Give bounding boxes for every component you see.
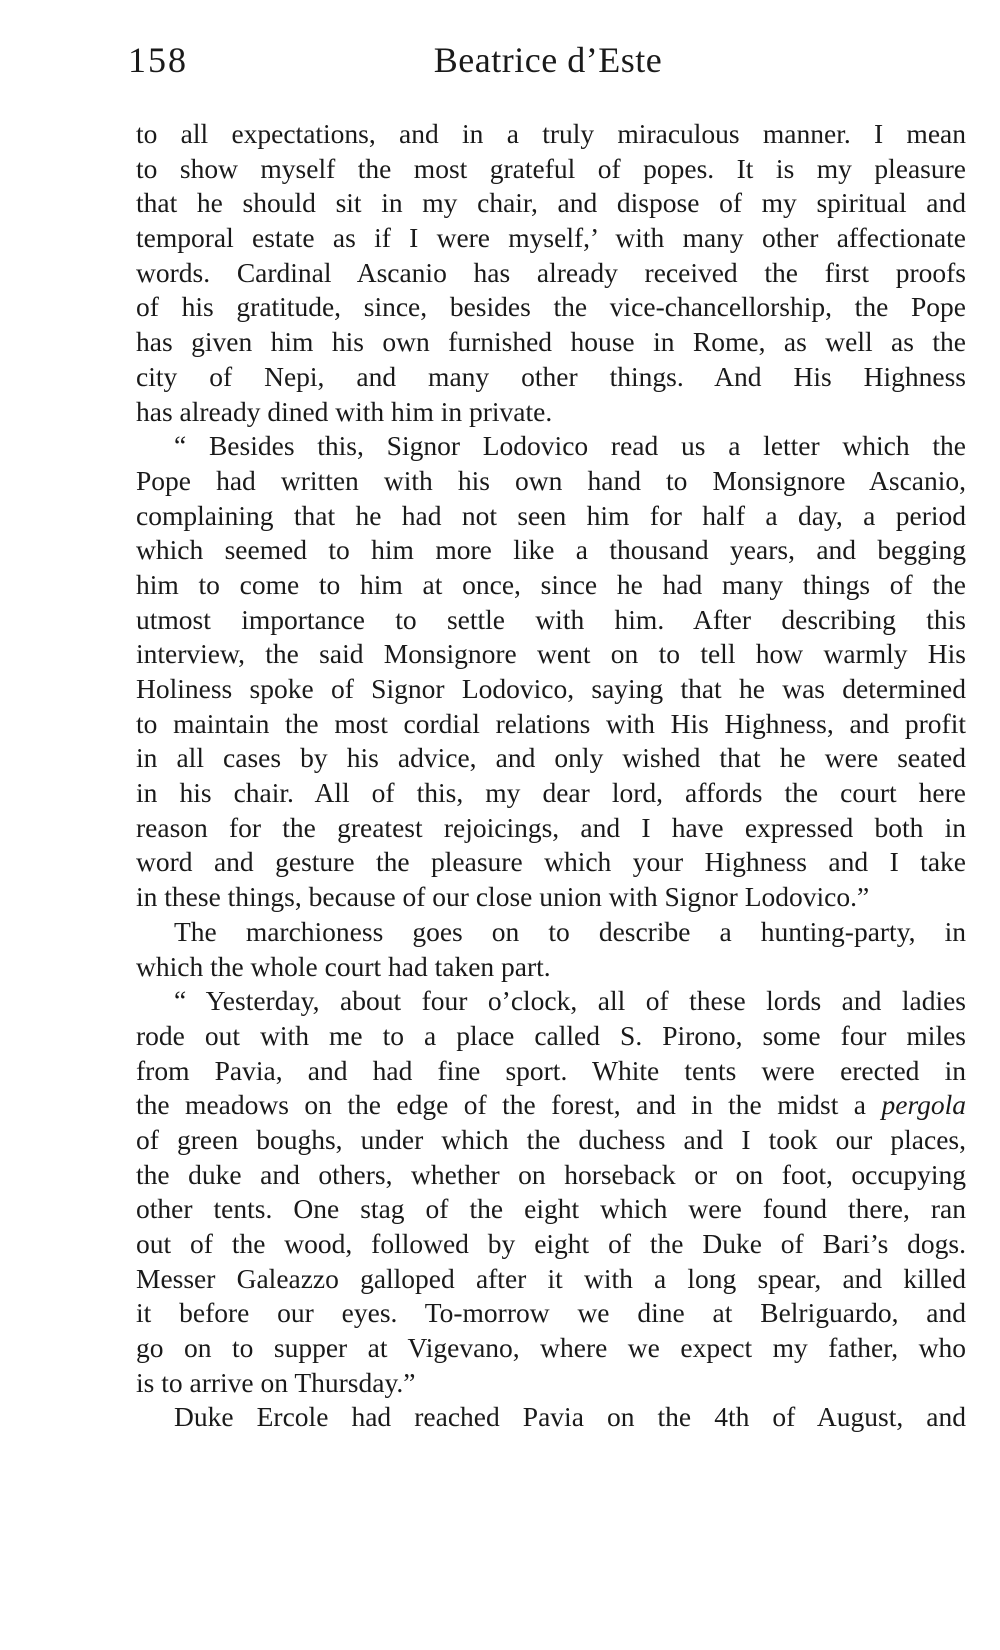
text-line: utmost importance to settle with him. After describing this: [136, 603, 966, 635]
text-line: Messer Galeazzo galloped after it with a long spear, and killed: [136, 1262, 966, 1294]
text-fragment: the meadows on the edge of the forest, and in the midst a: [136, 1089, 867, 1121]
text-line: word and gesture the pleasure which your Highness and I take: [136, 846, 966, 878]
text-line: [136, 1088, 966, 1123]
text-line: has given him his own furnished house in Rome, as well as the: [136, 326, 966, 358]
text-line: Holiness spoke of Signor Lodovico, saying that he was determined: [136, 673, 966, 704]
text-line: which seemed to him more like a thousand years, and begging: [136, 534, 966, 566]
text-line: from Pavia, and had fine sport. White tents were erected in: [136, 1054, 966, 1086]
text-line: to all expectations, and in a truly miraculous manner. I mean: [136, 118, 966, 149]
text-line: city of Nepi, and many other things. And His Highness: [136, 360, 966, 392]
text-line: the duke and others, whether on horseback or on foot, occupying: [136, 1158, 966, 1190]
text-line: in his chair. All of this, my dear lord, affords the court here: [136, 777, 966, 809]
italic-word: pergola: [881, 1089, 966, 1121]
text-line: “ Besides this, Signor Lodovico read us a letter which the: [174, 430, 966, 462]
text-line: that he should sit in my chair, and dispose of my spiritual and: [136, 187, 966, 219]
text-line: go on to supper at Vigevano, where we expect my father, who: [136, 1332, 966, 1364]
text-line: to maintain the most cordial relations with His Highness, and profit: [136, 707, 966, 739]
text-line: is to arrive on Thursday.”: [136, 1366, 416, 1398]
text-line: interview, the said Monsignore went on to tell how warmly His: [136, 638, 966, 670]
text-line: other tents. One stag of the eight which were found there, ran: [136, 1193, 966, 1225]
text-line: it before our eyes. To-morrow we dine at Belriguardo, and: [136, 1297, 966, 1329]
text-line: reason for the greatest rejoicings, and I have expressed both in: [136, 811, 966, 843]
text-line: in these things, because of our close union with Signor Lodovico.”: [136, 881, 870, 913]
text-line: complaining that he had not seen him for half a day, a period: [136, 499, 966, 531]
text-line: rode out with me to a place called S. Pirono, some four miles: [136, 1019, 966, 1051]
page-number: 158: [128, 40, 188, 80]
running-title: Beatrice d’Este: [433, 40, 663, 80]
text-line: in all cases by his advice, and only wished that he were seated: [136, 742, 966, 774]
text-line: Pope had written with his own hand to Monsignore Ascanio,: [136, 464, 966, 496]
text-line: Duke Ercole had reached Pavia on the 4th of August, and: [174, 1401, 966, 1433]
text-line: temporal estate as if I were myself,’ with many other affectionate: [136, 222, 966, 254]
text-line: which the whole court had taken part.: [136, 950, 551, 982]
text-line: The marchioness goes on to describe a hunting-party, in: [174, 915, 966, 947]
text-line: words. Cardinal Ascanio has already received the first proofs: [136, 256, 966, 288]
text-line: to show myself the most grateful of popes. It is my pleasure: [136, 152, 966, 184]
text-line: of his gratitude, since, besides the vice-chancellorship, the Pope: [136, 291, 966, 323]
body-text: [136, 117, 966, 1435]
text-line: him to come to him at once, since he had many things of the: [136, 568, 966, 600]
text-line: has already dined with him in private.: [136, 395, 553, 427]
page-header: [128, 42, 968, 92]
text-line: “ Yesterday, about four o’clock, all of these lords and ladies: [174, 985, 966, 1017]
text-line: out of the wood, followed by eight of the Duke of Bari’s dogs.: [136, 1228, 966, 1259]
text-line: of green boughs, under which the duchess and I took our places,: [136, 1123, 966, 1155]
